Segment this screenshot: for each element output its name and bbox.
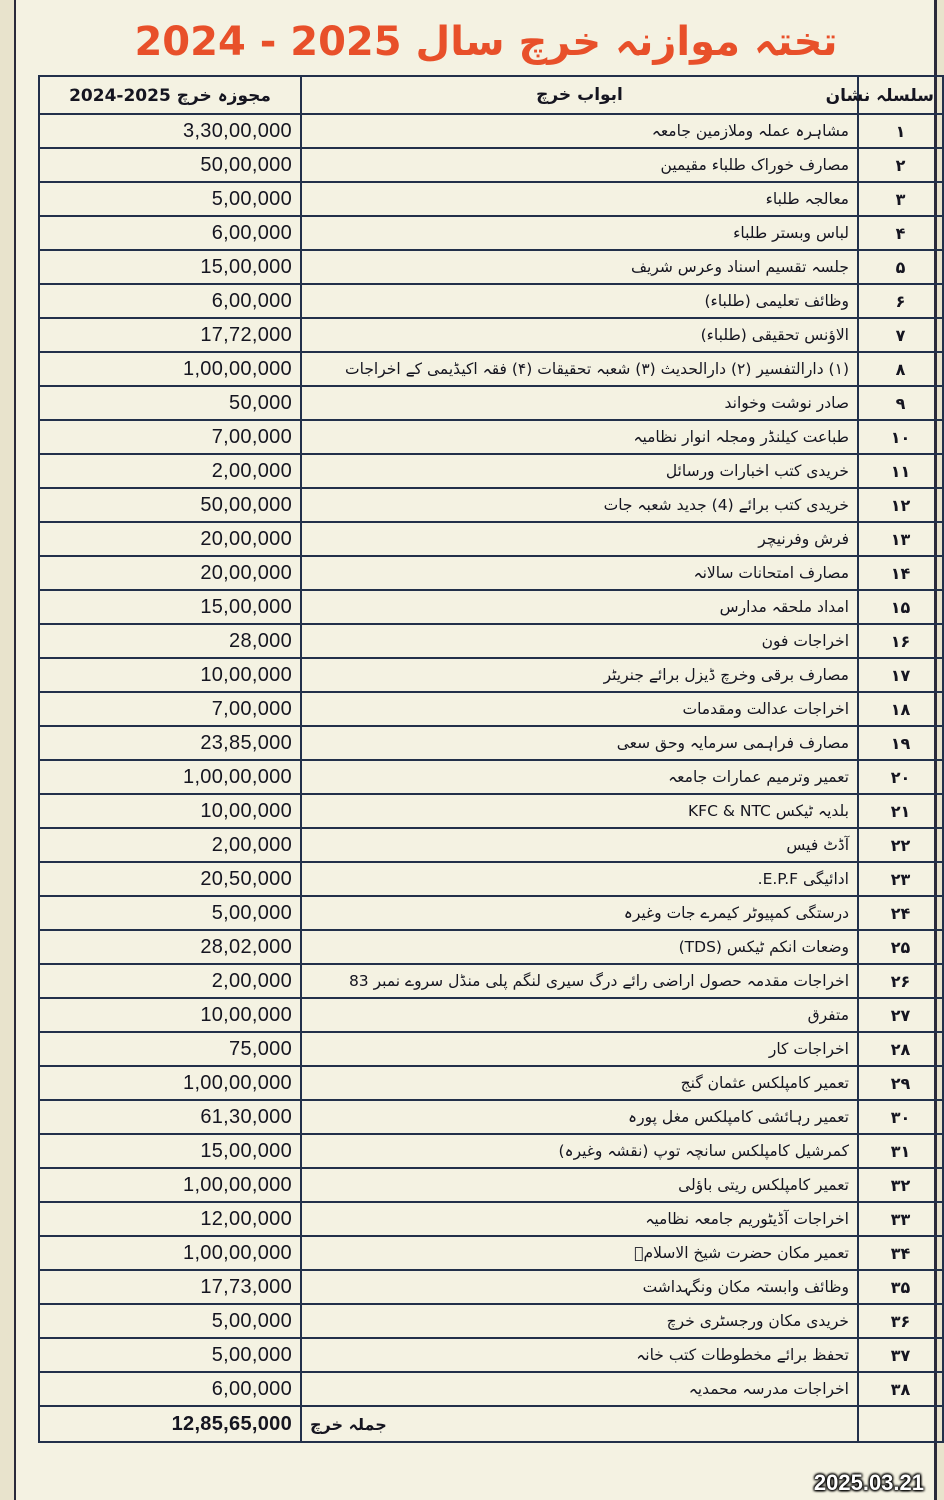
row-expense-head: فرش وفرنیچر [301,522,858,556]
row-amount: 20,00,000 [39,556,301,590]
row-serial-number: ۳۸ [858,1372,943,1406]
row-amount: 50,00,000 [39,488,301,522]
row-expense-head: بلدیہ ٹیکس KFC & NTC [301,794,858,828]
row-amount: 12,00,000 [39,1202,301,1236]
row-serial-number: ۷ [858,318,943,352]
row-amount: 50,00,000 [39,148,301,182]
row-expense-head: متفرق [301,998,858,1032]
table-row [39,556,943,590]
table-row [39,590,943,624]
row-expense-head: وضعات انکم ٹیکس (TDS) [301,930,858,964]
row-amount: 50,000 [39,386,301,420]
row-serial-number: ۱۵ [858,590,943,624]
table-row [39,250,943,284]
total-row [39,1406,943,1442]
table-row [39,1304,943,1338]
row-expense-head: ادائیگی E.P.F. [301,862,858,896]
row-serial-number: ۳۴ [858,1236,943,1270]
row-serial-number: ۱۰ [858,420,943,454]
row-serial-number: ۵ [858,250,943,284]
row-expense-head: اخراجات مدرسہ محمدیہ [301,1372,858,1406]
table-row [39,488,943,522]
row-amount: 5,00,000 [39,182,301,216]
row-expense-head: اخراجات عدالت ومقدمات [301,692,858,726]
total-label: جملہ خرچ [301,1406,858,1442]
row-serial-number: ۳۶ [858,1304,943,1338]
row-amount: 2,00,000 [39,454,301,488]
row-serial-number: ۴ [858,216,943,250]
row-amount: 20,00,000 [39,522,301,556]
row-expense-head: اخراجات آڈیٹوریم جامعہ نظامیہ [301,1202,858,1236]
row-serial-number: ۲۶ [858,964,943,998]
row-expense-head: صادر نوشت وخواند [301,386,858,420]
row-serial-number: ۳ [858,182,943,216]
row-expense-head: مصارف خوراک طلباء مقیمین [301,148,858,182]
row-amount: 61,30,000 [39,1100,301,1134]
row-amount: 17,73,000 [39,1270,301,1304]
row-amount: 6,00,000 [39,284,301,318]
row-amount: 10,00,000 [39,658,301,692]
row-serial-number: ۲۴ [858,896,943,930]
table-row [39,1032,943,1066]
row-amount: 23,85,000 [39,726,301,760]
row-expense-head: مصارف فراہمی سرمایہ وحق سعی [301,726,858,760]
table-row [39,1372,943,1406]
row-expense-head: تعمیر رہائشی کامپلکس مغل پورہ [301,1100,858,1134]
row-expense-head: خریدی مکان ورجسٹری خرچ [301,1304,858,1338]
table-row [39,862,943,896]
row-serial-number: ۸ [858,352,943,386]
row-serial-number: ۲۷ [858,998,943,1032]
column-header-serial: سلسلہ نشان [858,76,943,114]
row-expense-head: تحفظ برائے مخطوطات کتب خانہ [301,1338,858,1372]
table-row [39,420,943,454]
row-expense-head: خریدی کتب برائے (4) جدید شعبہ جات [301,488,858,522]
table-row [39,1270,943,1304]
row-expense-head: اخراجات فون [301,624,858,658]
total-amount: 12,85,65,000 [39,1406,301,1442]
row-amount: 1,00,00,000 [39,1066,301,1100]
table-row [39,930,943,964]
row-serial-number: ۲۲ [858,828,943,862]
row-serial-number: ۱۱ [858,454,943,488]
table-row [39,964,943,998]
table-row [39,1202,943,1236]
row-serial-number: ۳۷ [858,1338,943,1372]
row-serial-number: ۲۰ [858,760,943,794]
table-header-row [39,76,943,114]
row-amount: 17,72,000 [39,318,301,352]
row-amount: 1,00,00,000 [39,1168,301,1202]
row-serial-number: ۲۱ [858,794,943,828]
row-expense-head: اخراجات کار [301,1032,858,1066]
table-row [39,522,943,556]
table-row [39,284,943,318]
row-amount: 28,000 [39,624,301,658]
row-expense-head: وظائف تعلیمی (طلباء) [301,284,858,318]
row-serial-number: ۱۳ [858,522,943,556]
row-expense-head: اخراجات مقدمہ حصول اراضی رائے درگ سیری لنگم پلی منڈل سروے نمبر 83 [301,964,858,998]
table-row [39,726,943,760]
row-amount: 6,00,000 [39,216,301,250]
table-row [39,828,943,862]
row-amount: 10,00,000 [39,998,301,1032]
row-amount: 10,00,000 [39,794,301,828]
table-row [39,216,943,250]
page-title: تختہ موازنہ خرچ سال 2025 - 2024 [134,19,838,65]
table-row [39,454,943,488]
row-amount: 1,00,00,000 [39,760,301,794]
row-expense-head: امداد ملحقہ مدارس [301,590,858,624]
row-serial-number: ۳۳ [858,1202,943,1236]
row-serial-number: ۲۹ [858,1066,943,1100]
row-amount: 1,00,00,000 [39,352,301,386]
row-expense-head: طباعت کیلنڈر ومجلہ انوار نظامیہ [301,420,858,454]
row-expense-head: الاؤنس تحقیقی (طلباء) [301,318,858,352]
row-amount: 15,00,000 [39,590,301,624]
row-amount: 3,30,00,000 [39,114,301,148]
table-row [39,1100,943,1134]
row-amount: 2,00,000 [39,828,301,862]
row-serial-number: ۲۳ [858,862,943,896]
date-stamp: 2025.03.21 [813,1470,924,1495]
table-row [39,1236,943,1270]
row-amount: 6,00,000 [39,1372,301,1406]
table-row [39,760,943,794]
row-amount: 28,02,000 [39,930,301,964]
column-header-expense-head: ابواب خرچ [301,76,858,114]
table-row [39,1066,943,1100]
row-expense-head: لباس وبستر طلباء [301,216,858,250]
budget-table [38,75,944,1443]
row-serial-number: ۳۰ [858,1100,943,1134]
row-expense-head: آڈٹ فیس [301,828,858,862]
table-row [39,386,943,420]
row-expense-head: تعمیر کامپلکس ریتی باؤلی [301,1168,858,1202]
table-row [39,318,943,352]
table-row [39,896,943,930]
row-serial-number: ۱۷ [858,658,943,692]
row-expense-head: جلسہ تقسیم اسناد وعرس شریف [301,250,858,284]
row-amount: 5,00,000 [39,1338,301,1372]
row-serial-number: ۲۸ [858,1032,943,1066]
row-serial-number: ۱۶ [858,624,943,658]
row-serial-number: ۱۹ [858,726,943,760]
table-row [39,998,943,1032]
row-expense-head: خریدی کتب اخبارات ورسائل [301,454,858,488]
row-amount: 7,00,000 [39,420,301,454]
row-amount: 7,00,000 [39,692,301,726]
table-row [39,794,943,828]
table-row [39,1338,943,1372]
row-expense-head: معالجہ طلباء [301,182,858,216]
row-serial-number: ۳۲ [858,1168,943,1202]
row-serial-number: ۱۸ [858,692,943,726]
row-expense-head: مشاہرہ عملہ وملازمین جامعہ [301,114,858,148]
row-serial-number: ۲۵ [858,930,943,964]
row-expense-head: مصارف امتحانات سالانہ [301,556,858,590]
table-row [39,658,943,692]
row-amount: 5,00,000 [39,1304,301,1338]
row-amount: 20,50,000 [39,862,301,896]
row-serial-number: ۹ [858,386,943,420]
row-expense-head: (۱) دارالتفسیر (۲) دارالحدیث (۳) شعبہ تحقیقات (۴) فقہ اکیڈیمی کے اخراجات [301,352,858,386]
row-serial-number: ۱۲ [858,488,943,522]
row-amount: 75,000 [39,1032,301,1066]
row-expense-head: مصارف برقی وخرچ ڈیزل برائے جنریٹر [301,658,858,692]
row-amount: 15,00,000 [39,250,301,284]
table-row [39,1168,943,1202]
table-body [39,114,943,1406]
table-row [39,692,943,726]
row-serial-number: ۱ [858,114,943,148]
row-serial-number: ۲ [858,148,943,182]
row-expense-head: تعمیر کامپلکس عثمان گنج [301,1066,858,1100]
row-amount: 1,00,00,000 [39,1236,301,1270]
row-serial-number: ۳۱ [858,1134,943,1168]
column-header-amount: مجوزہ خرچ 2025-2024 [39,76,301,114]
row-serial-number: ۳۵ [858,1270,943,1304]
row-serial-number: ۶ [858,284,943,318]
table-row [39,182,943,216]
row-amount: 2,00,000 [39,964,301,998]
table-row [39,114,943,148]
row-amount: 5,00,000 [39,896,301,930]
row-expense-head: کمرشیل کامپلکس سانچہ توپ (نقشہ وغیرہ) [301,1134,858,1168]
row-expense-head: تعمیر مکان حضرت شیخ الاسلامؒ [301,1236,858,1270]
total-serial-cell [858,1406,943,1442]
row-amount: 15,00,000 [39,1134,301,1168]
table-row [39,1134,943,1168]
table-row [39,352,943,386]
row-expense-head: درستگی کمپیوٹر کیمرے جات وغیرہ [301,896,858,930]
row-expense-head: تعمیر وترمیم عمارات جامعہ [301,760,858,794]
document-sheet [14,0,937,1500]
table-row [39,624,943,658]
table-row [39,148,943,182]
row-expense-head: وظائف وابستہ مکان ونگہداشت [301,1270,858,1304]
row-serial-number: ۱۴ [858,556,943,590]
